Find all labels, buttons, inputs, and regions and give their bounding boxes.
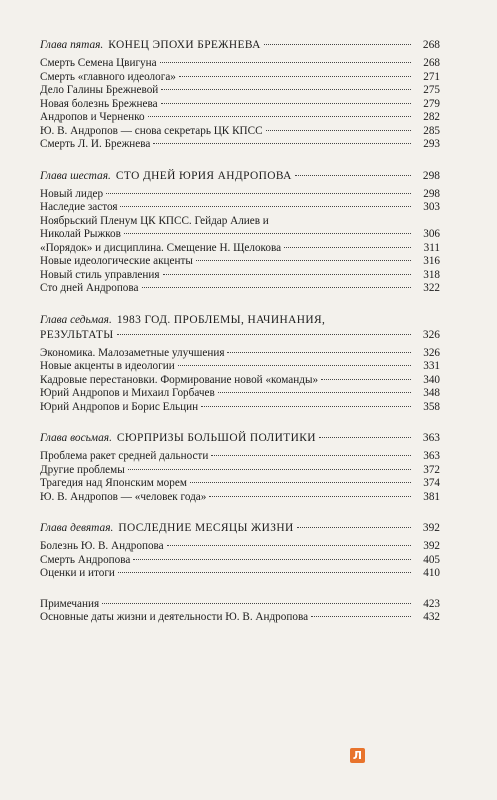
- table-of-contents: [40, 38, 440, 625]
- page-number: 268: [423, 57, 440, 69]
- page-number: 340: [423, 373, 440, 386]
- entry-title: Смерть Семена Цвигуна: [40, 57, 157, 69]
- page-number: 279: [423, 97, 440, 110]
- entry-title: Болезнь Ю. В. Андропова: [40, 540, 164, 552]
- toc-entry: [40, 71, 440, 85]
- chapter-label: Глава восьмая.: [40, 432, 112, 444]
- dot-leader: [295, 175, 411, 176]
- chapter-label: Глава шестая.: [40, 169, 111, 182]
- toc-entry: [40, 450, 440, 464]
- entry-title: Юрий Андропов и Борис Ельцин: [40, 400, 199, 413]
- page-number: 271: [423, 70, 440, 83]
- chapter-5: [40, 38, 440, 152]
- chapter-label: Глава пятая.: [40, 39, 104, 51]
- dot-leader: [209, 496, 411, 497]
- entry-title: Проблема ракет средней дальности: [40, 450, 209, 462]
- dot-leader: [179, 76, 411, 77]
- page-number: 316: [423, 255, 440, 267]
- dot-leader: [201, 406, 411, 407]
- dot-leader: [297, 527, 411, 528]
- page-number: 298: [422, 169, 440, 182]
- dot-leader: [227, 352, 411, 353]
- page-number: 331: [423, 360, 440, 372]
- entry-title: Кадровые перестановки. Формирование новой «команды»: [40, 373, 319, 386]
- entry-title: Оценки и итоги: [40, 567, 115, 579]
- chapter-label: Глава седьмая.: [40, 313, 112, 326]
- page-number: 303: [423, 201, 440, 213]
- dot-leader: [319, 437, 411, 438]
- page-number: 311: [423, 241, 440, 254]
- dot-leader: [124, 233, 411, 234]
- dot-leader: [167, 545, 411, 546]
- entry-title: Новые акценты в идеологии: [40, 360, 175, 372]
- dot-leader: [264, 44, 411, 45]
- page-number: 326: [423, 346, 440, 359]
- entry-title: Юрий Андропов и Михаил Горбачев: [40, 387, 215, 399]
- chapter-9: [40, 521, 440, 581]
- entry-title-line-1: Ноябрьский Пленум ЦК КПСС. Гейдар Алиев и: [40, 214, 269, 227]
- dot-leader: [211, 455, 411, 456]
- chapter-heading: [40, 38, 440, 53]
- page-number: 318: [423, 268, 440, 281]
- page-number: 374: [423, 477, 440, 489]
- entry-title-line-2: Николай Рыжков: [40, 228, 121, 240]
- chapter-heading: [40, 521, 440, 536]
- toc-entry: [40, 464, 440, 478]
- entry-title: Смерть Л. И. Брежнева: [40, 138, 151, 150]
- chapter-7: [40, 313, 440, 415]
- entry-title: Смерть «главного идеолога»: [40, 70, 176, 83]
- entry-title: Дело Галины Брежневой: [40, 84, 159, 96]
- toc-entry: [40, 567, 440, 581]
- entry-title: Новый стиль управления: [40, 268, 160, 281]
- appendix-section: [40, 598, 440, 625]
- chapter-title: КОНЕЦ ЭПОХИ БРЕЖНЕВА: [108, 39, 261, 51]
- toc-entry: [40, 111, 440, 125]
- dot-leader: [128, 469, 411, 470]
- entry-title: Другие проблемы: [40, 463, 125, 476]
- dot-leader: [161, 89, 411, 90]
- page-number: 363: [422, 432, 440, 444]
- chapter-title: ПОСЛЕДНИЕ МЕСЯЦЫ ЖИЗНИ: [118, 522, 294, 534]
- toc-entry: [40, 201, 440, 215]
- page-number: 432: [423, 611, 440, 623]
- toc-entry: [40, 98, 440, 112]
- chapter-title-line-1: 1983 ГОД. ПРОБЛЕМЫ, НАЧИНАНИЯ,: [116, 313, 326, 326]
- page-number: 348: [423, 387, 440, 399]
- dot-leader: [153, 143, 411, 144]
- entry-title: Примечания: [40, 597, 100, 610]
- chapter-title: СЮРПРИЗЫ БОЛЬШОЙ ПОЛИТИКИ: [116, 432, 316, 444]
- page-number: 363: [423, 450, 440, 462]
- toc-entry: [40, 125, 440, 139]
- entry-title: Новый лидер: [40, 187, 104, 200]
- dot-leader: [106, 193, 411, 194]
- entry-title: Ю. В. Андропов — «человек года»: [40, 490, 207, 503]
- toc-entry: [40, 477, 440, 491]
- page-number: 268: [422, 39, 440, 51]
- toc-entry: [40, 282, 440, 296]
- dot-leader: [321, 379, 411, 380]
- page-number: 423: [423, 597, 440, 610]
- toc-entry: [40, 255, 440, 269]
- entry-title: «Порядок» и дисциплина. Смещение Н. Щелокова: [40, 241, 282, 254]
- chapter-heading: [40, 313, 440, 343]
- page-number: 392: [422, 522, 440, 534]
- page-number: 381: [423, 490, 440, 503]
- dot-leader: [163, 274, 411, 275]
- chapter-6: [40, 169, 440, 296]
- toc-entry: [40, 554, 440, 568]
- toc-entry: [40, 215, 440, 242]
- page-number: 372: [423, 463, 440, 476]
- page-number: 298: [423, 187, 440, 200]
- toc-entry: [40, 138, 440, 152]
- entry-title: Экономика. Малозаметные улучшения: [40, 346, 225, 359]
- chapter-8: [40, 431, 440, 504]
- dot-leader: [102, 603, 411, 604]
- dot-leader: [196, 260, 411, 261]
- toc-entry: [40, 360, 440, 374]
- page-number: 322: [423, 282, 440, 294]
- toc-entry: [40, 57, 440, 71]
- dot-leader: [117, 334, 411, 335]
- toc-entry: [40, 491, 440, 505]
- entry-title: Новые идеологические акценты: [40, 255, 193, 267]
- page-number: 358: [423, 400, 440, 413]
- toc-entry: [40, 374, 440, 388]
- dot-leader: [161, 103, 411, 104]
- chapter-title-line-2: РЕЗУЛЬТАТЫ: [40, 328, 114, 341]
- page-number: 326: [422, 328, 440, 341]
- chapter-heading: [40, 431, 440, 446]
- page-number: 410: [423, 567, 440, 579]
- dot-leader: [142, 287, 411, 288]
- dot-leader: [311, 616, 411, 617]
- toc-entry: [40, 401, 440, 415]
- dot-leader: [284, 247, 411, 248]
- entry-title: Трагедия над Японским морем: [40, 477, 187, 489]
- toc-entry: [40, 347, 440, 361]
- entry-title: Андропов и Черненко: [40, 111, 145, 123]
- labirint-logo: Л: [350, 748, 365, 763]
- chapter-label: Глава девятая.: [40, 522, 114, 534]
- page-number: 293: [423, 138, 440, 150]
- toc-entry: [40, 188, 440, 202]
- entry-title: Новая болезнь Брежнева: [40, 97, 158, 110]
- toc-entry: [40, 611, 440, 625]
- dot-leader: [178, 365, 411, 366]
- entry-title: Ю. В. Андропов — снова секретарь ЦК КПСС: [40, 124, 263, 137]
- toc-entry: [40, 387, 440, 401]
- page-number: 306: [423, 228, 440, 240]
- entry-title: Смерть Андропова: [40, 553, 131, 566]
- dot-leader: [148, 116, 411, 117]
- dot-leader: [133, 559, 411, 560]
- toc-entry: [40, 540, 440, 554]
- toc-entry: [40, 269, 440, 283]
- entry-title: Основные даты жизни и деятельности Ю. В. Андропова: [40, 611, 309, 623]
- dot-leader: [118, 572, 411, 573]
- toc-entry: [40, 242, 440, 256]
- dot-leader: [190, 482, 411, 483]
- page-number: 392: [423, 540, 440, 552]
- page-number: 285: [423, 124, 440, 137]
- toc-entry: [40, 84, 440, 98]
- dot-leader: [266, 130, 411, 131]
- dot-leader: [120, 206, 411, 207]
- page-number: 282: [423, 111, 440, 123]
- dot-leader: [218, 392, 411, 393]
- entry-title: Сто дней Андропова: [40, 282, 139, 294]
- toc-entry: [40, 598, 440, 612]
- chapter-heading: [40, 169, 440, 184]
- page-number: 275: [423, 84, 440, 96]
- entry-title: Наследие застоя: [40, 201, 118, 213]
- chapter-title: СТО ДНЕЙ ЮРИЯ АНДРОПОВА: [115, 169, 292, 182]
- dot-leader: [160, 62, 411, 63]
- page-number: 405: [423, 553, 440, 566]
